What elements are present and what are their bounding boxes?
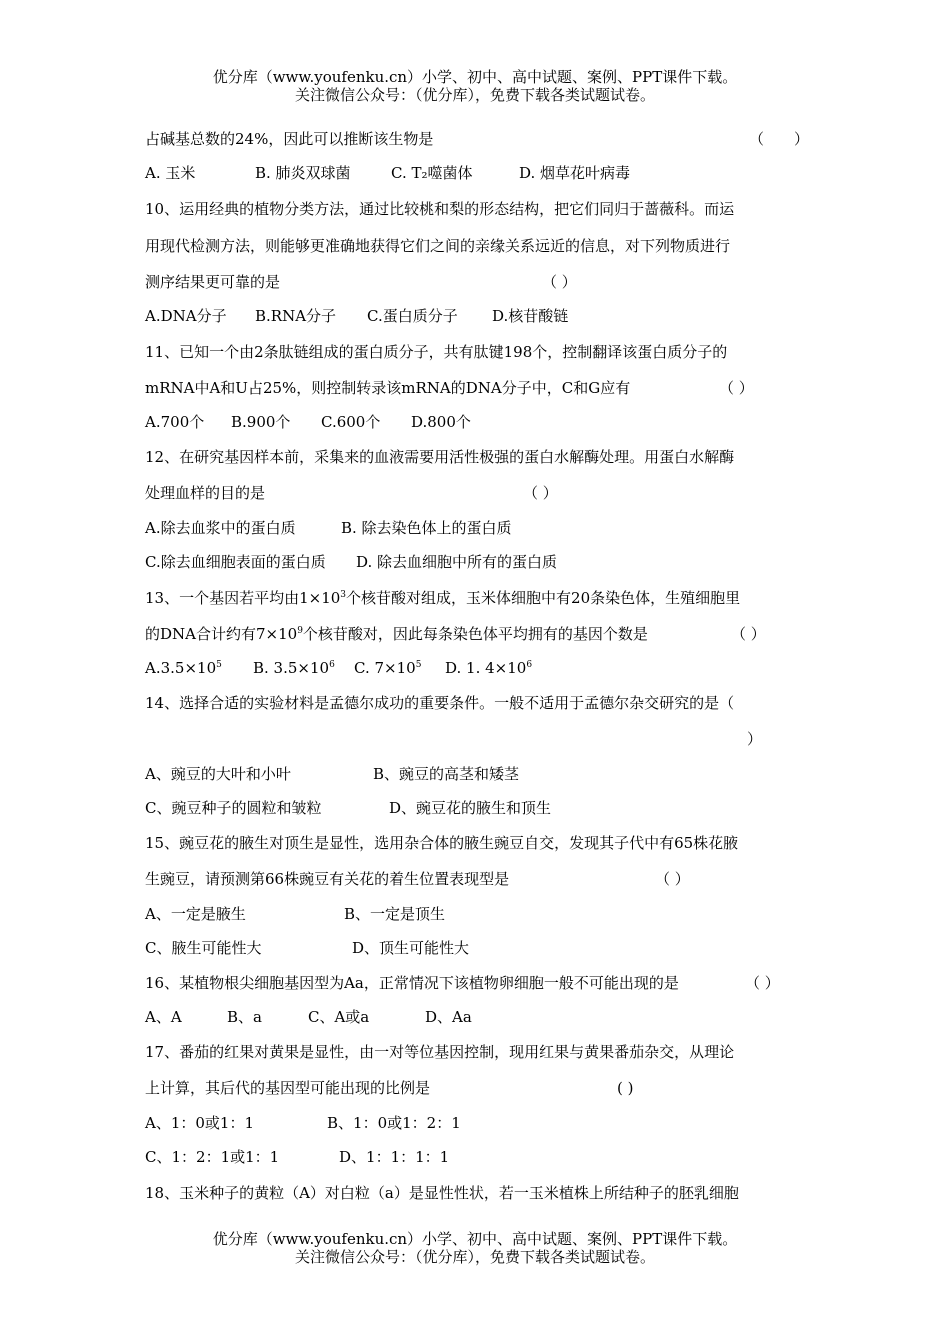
q13-answer-paren: （ ） — [731, 624, 766, 643]
q16-options — [145, 1000, 807, 1034]
q13-option-d-base: D. 1. 4×10 — [445, 658, 527, 677]
q17-answer-paren: ( ) — [617, 1079, 634, 1098]
q13-option-b-base: B. 3.5×10 — [253, 658, 330, 677]
footer-line-1: 优分库（www.youfenku.cn）小学、初中、高中试题、案例、PPT课件下载。 — [212, 1230, 738, 1248]
q13-line-1 — [145, 580, 807, 617]
q9-option-c: C. T₂噬菌体 — [391, 164, 473, 183]
header-line-1: 优分库（www.youfenku.cn）小学、初中、高中试题、案例、PPT课件下载。 — [212, 68, 738, 86]
q9-answer-paren: （ ） — [749, 130, 810, 148]
q16-line-1-text: 16、某植物根尖细胞基因型为Aa，正常情况下该植物卵细胞一般不可能出现的是 — [145, 973, 679, 992]
q11-option-b: B.900个 — [231, 412, 291, 431]
q12-option-b: B. 除去染色体上的蛋白质 — [341, 518, 512, 537]
q13-option-a — [145, 651, 253, 685]
question-content — [145, 122, 810, 1212]
q14-answer-paren: ） — [747, 730, 763, 749]
q11-options — [145, 405, 807, 439]
q10-line-1: 10、运用经典的植物分类方法，通过比较桃和梨的形态结构，把它们同归于蔷薇科。而运 — [145, 199, 735, 218]
q17-line-1: 17、番茄的红果对黄果是显性，由一对等位基因控制，现用红果与黄果番茄杂交，从理论 — [145, 1043, 735, 1062]
q16-option-a: A、A — [145, 1008, 182, 1027]
q12-option-d: D. 除去血细胞中所有的蛋白质 — [356, 553, 558, 572]
q15-line-2-text: 生豌豆，请预测第66株豌豆有关花的着生位置表现型是 — [145, 870, 510, 889]
q14-line-1: 14、选择合适的实验材料是孟德尔成功的重要条件。一般不适用于孟德尔杂交研究的是（ — [145, 694, 735, 713]
q15-options-row-2 — [145, 931, 807, 965]
q13-line-2-b: 个核苷酸对，因此每条染色体平均拥有的基因个数是 — [302, 624, 648, 643]
q15-option-d: D、顶生可能性大 — [352, 939, 470, 958]
q14-option-d: D、豌豆花的腋生和顶生 — [389, 799, 552, 818]
q12-options-row-2 — [145, 545, 807, 579]
q13-option-c-base: C. 7×10 — [354, 658, 416, 677]
q18-line-1: 18、玉米种子的黄粒（A）对白粒（a）是显性性状，若一玉米植株上所结种子的胚乳细胞 — [145, 1183, 739, 1202]
q15-answer-paren: （ ） — [655, 870, 690, 889]
q13-option-b — [253, 651, 354, 685]
q9-option-a: A. 玉米 — [145, 164, 196, 183]
q12-line-1: 12、在研究基因样本前，采集来的血液需要用活性极强的蛋白水解酶处理。用蛋白水解酶 — [145, 448, 735, 467]
q12-answer-paren: （ ） — [523, 484, 558, 503]
q11-answer-paren: （ ） — [719, 378, 754, 397]
q11-option-a: A.700个 — [145, 412, 205, 431]
q9-stem — [145, 122, 810, 156]
q10-option-d: D.核苷酸链 — [492, 307, 569, 326]
q13-line-1-exp: 3 — [340, 589, 347, 600]
q11-line-2-text: mRNA中A和U占25%，则控制转录该mRNA的DNA分子中，C和G应有 — [145, 378, 631, 397]
q12-option-a: A.除去血浆中的蛋白质 — [145, 518, 296, 537]
q15-options-row-1 — [145, 897, 807, 931]
q11-option-d: D.800个 — [411, 412, 471, 431]
q9-options — [145, 156, 807, 190]
q10-line-2: 用现代检测方法，则能够更准确地获得它们之间的亲缘关系远近的信息，对下列物质进行 — [145, 236, 731, 255]
q17-option-d: D、1：1：1：1 — [339, 1148, 450, 1167]
q17-options-row-2 — [145, 1140, 807, 1174]
q13-line-2 — [145, 617, 807, 651]
q15-line-2 — [145, 862, 807, 896]
q11-option-c: C.600个 — [321, 412, 381, 431]
footer-line-2: 关注微信公众号：（优分库），免费下载各类试题试卷。 — [294, 1248, 655, 1266]
q13-line-2-exp: 9 — [297, 625, 303, 636]
q15-option-c: C、腋生可能性大 — [145, 939, 262, 958]
q17-options-row-1 — [145, 1106, 807, 1140]
q10-line-3 — [145, 265, 807, 299]
q12-options-row-1 — [145, 511, 807, 545]
header-line-2: 关注微信公众号：（优分库），免费下载各类试题试卷。 — [294, 86, 655, 104]
q9-option-b: B. 肺炎双球菌 — [255, 164, 351, 183]
q13-option-a-base: A.3.5×10 — [145, 658, 217, 677]
q14-option-c: C、豌豆种子的圆粒和皱粒 — [145, 799, 322, 818]
q16-answer-paren: （ ） — [745, 973, 780, 992]
q15-line-1: 15、豌豆花的腋生对顶生是显性，选用杂合体的腋生豌豆自交，发现其子代中有65株花腋 — [145, 834, 739, 853]
q14-line-2 — [145, 722, 807, 756]
q10-option-b: B.RNA分子 — [255, 307, 337, 326]
q12-line-2 — [145, 476, 807, 510]
q13-option-b-exp: 6 — [329, 659, 335, 670]
q13-line-1-b: 个核苷酸对组成，玉米体细胞中有20条染色体，生殖细胞里 — [346, 588, 741, 607]
q10-answer-paren: （ ） — [542, 272, 577, 291]
q9-stem-text: 占碱基总数的24%，因此可以推断该生物是 — [145, 130, 434, 148]
q13-options — [145, 651, 807, 685]
q17-option-b: B、1：0或1：2：1 — [327, 1113, 461, 1132]
q15-option-b: B、一定是顶生 — [344, 904, 446, 923]
q13-option-a-exp: 5 — [216, 659, 222, 670]
q17-line-2 — [145, 1071, 807, 1105]
q17-line-2-text: 上计算，其后代的基因型可能出现的比例是 — [145, 1079, 431, 1098]
q10-option-c: C.蛋白质分子 — [367, 307, 458, 326]
q12-line-2-text: 处理血样的目的是 — [145, 484, 266, 503]
q14-options-row-1 — [145, 757, 807, 791]
q11-line-2 — [145, 371, 807, 405]
q16-option-c: C、A或a — [308, 1008, 370, 1027]
q17-option-c: C、1：2：1或1：1 — [145, 1148, 280, 1167]
page-footer — [0, 1230, 950, 1266]
q13-line-2-a: 的DNA合计约有7×10 — [145, 624, 298, 643]
q10-option-a: A.DNA分子 — [145, 307, 227, 326]
q14-option-b: B、豌豆的高茎和矮茎 — [373, 764, 520, 783]
q13-option-c-exp: 5 — [415, 659, 422, 670]
q12-option-c: C.除去血细胞表面的蛋白质 — [145, 553, 326, 572]
q16-line-1 — [145, 966, 807, 1000]
q17-option-a: A、1：0或1：1 — [145, 1113, 255, 1132]
q11-line-1: 11、已知一个由2条肽链组成的蛋白质分子，共有肽键198个，控制翻译该蛋白质分子的 — [145, 342, 728, 361]
q10-options — [145, 299, 807, 333]
q10-line-3-text: 测序结果更可靠的是 — [145, 272, 281, 291]
q16-option-b: B、a — [227, 1008, 262, 1027]
q13-option-d — [445, 651, 532, 685]
q14-option-a: A、豌豆的大叶和小叶 — [145, 764, 291, 783]
q15-option-a: A、一定是腋生 — [145, 904, 246, 923]
q13-line-1-a: 13、一个基因若平均由1×10 — [145, 588, 341, 607]
q13-option-d-exp: 6 — [526, 659, 533, 670]
page-header — [0, 68, 950, 104]
q14-options-row-2 — [145, 791, 807, 825]
q9-option-d: D. 烟草花叶病毒 — [519, 164, 631, 183]
q13-option-c — [354, 651, 445, 685]
q16-option-d: D、Aa — [425, 1008, 472, 1027]
